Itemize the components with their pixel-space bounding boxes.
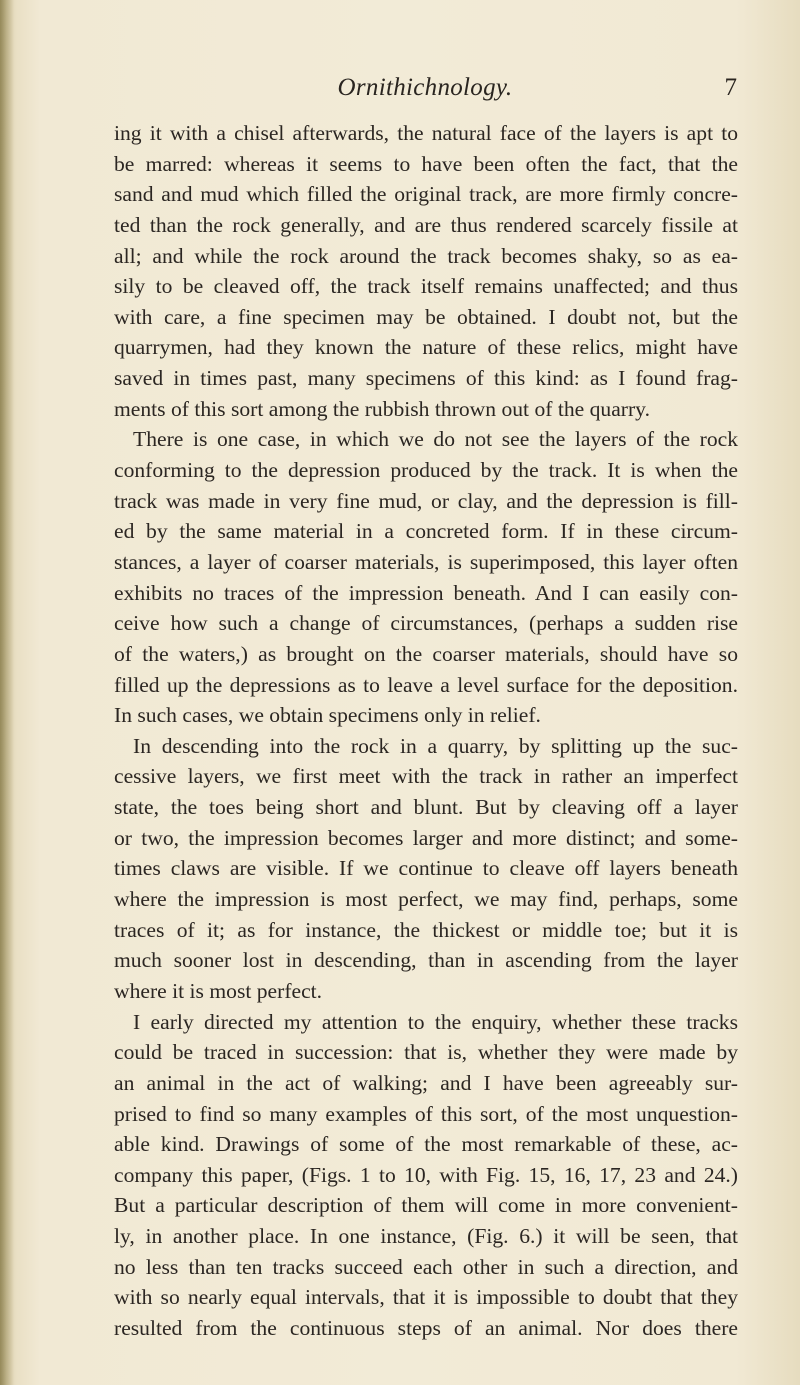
page-header <box>113 74 737 110</box>
text-line: much sooner lost in descending, than in ascending from the layer <box>114 948 738 973</box>
page-number: 7 <box>724 74 737 101</box>
text-line: track was made in very fine mud, or clay, and the depression is fill- <box>114 488 738 513</box>
text-line: able kind. Drawings of some of the most remarkable of these, ac- <box>114 1132 738 1157</box>
text-line: where the impression is most perfect, we may find, perhaps, some <box>114 887 738 912</box>
text-line: ceive how such a change of circumstances, (perhaps a sudden rise <box>114 611 738 636</box>
text-line: conforming to the depression produced by the track. It is when the <box>114 458 738 483</box>
text-line: ted than the rock generally, and are thus rendered scarcely fissile at <box>114 212 738 237</box>
text-line: with care, a fine specimen may be obtained. I doubt not, but the <box>114 304 738 329</box>
binding-gutter-shadow <box>0 0 14 1385</box>
text-line: no less than ten tracks succeed each other in such a direction, and <box>114 1254 738 1279</box>
text-line: ly, in another place. In one instance, (Fig. 6.) it will be seen, that <box>114 1224 738 1249</box>
text-line: ing it with a chisel afterwards, the natural face of the layers is apt to <box>114 121 738 145</box>
text-line: all; and while the rock around the track becomes shaky, so as ea- <box>114 243 738 268</box>
text-line: traces of it; as for instance, the thickest or middle toe; but it is <box>114 917 738 942</box>
text-line: of the waters,) as brought on the coarser materials, should have so <box>114 641 738 666</box>
text-line: filled up the depressions as to leave a level surface for the deposition. <box>114 672 738 697</box>
text-line: stances, a layer of coarser materials, is superimposed, this layer often <box>114 549 738 574</box>
text-line: or two, the impression becomes larger and more distinct; and some- <box>114 825 738 850</box>
text-line: sily to be cleaved off, the track itself remains unaffected; and thus <box>114 274 738 299</box>
text-line: ments of this sort among the rubbish thrown out of the quarry. <box>114 396 650 421</box>
text-line: where it is most perfect. <box>114 978 323 1003</box>
text-line: state, the toes being short and blunt. But by cleaving off a layer <box>114 795 738 820</box>
text-line: company this paper, (Figs. 1 to 10, with Fig. 15, 16, 17, 23 and 24.) <box>114 1162 738 1187</box>
text-line: be marred: whereas it seems to have been often the fact, that the <box>114 151 738 176</box>
text-line: sand and mud which filled the original track, are more firmly concre- <box>114 182 738 207</box>
text-line: In descending into the rock in a quarry, by splitting up the suc- <box>133 733 738 758</box>
text-line: In such cases, we obtain specimens only in relief. <box>114 703 541 728</box>
body-text <box>114 118 738 1344</box>
text-line: quarrymen, had they known the nature of these relics, might have <box>114 335 738 360</box>
text-line: cessive layers, we first meet with the track in rather an imperfect <box>114 764 738 789</box>
text-line: an animal in the act of walking; and I have been agreeably sur- <box>114 1070 738 1095</box>
text-line: could be traced in succession: that is, whether they were made by <box>114 1040 738 1065</box>
text-line: There is one case, in which we do not see the layers of the rock <box>133 427 738 452</box>
text-line: prised to find so many examples of this sort, of the most unquestion- <box>114 1101 738 1126</box>
text-line: times claws are visible. If we continue to cleave off layers beneath <box>114 856 738 881</box>
text-line: saved in times past, many specimens of this kind: as I found frag- <box>114 366 738 391</box>
running-title: Ornithichnology. <box>337 74 513 101</box>
text-line: exhibits no traces of the impression beneath. And I can easily con- <box>114 580 738 605</box>
text-line: But a particular description of them will come in more convenient- <box>114 1193 738 1218</box>
text-line: with so nearly equal intervals, that it is impossible to doubt that they <box>114 1285 738 1310</box>
text-line: resulted from the continuous steps of an animal. Nor does there <box>114 1315 738 1340</box>
text-line: ed by the same material in a concreted form. If in these circum- <box>114 519 738 544</box>
text-line: I early directed my attention to the enquiry, whether these tracks <box>133 1009 738 1034</box>
